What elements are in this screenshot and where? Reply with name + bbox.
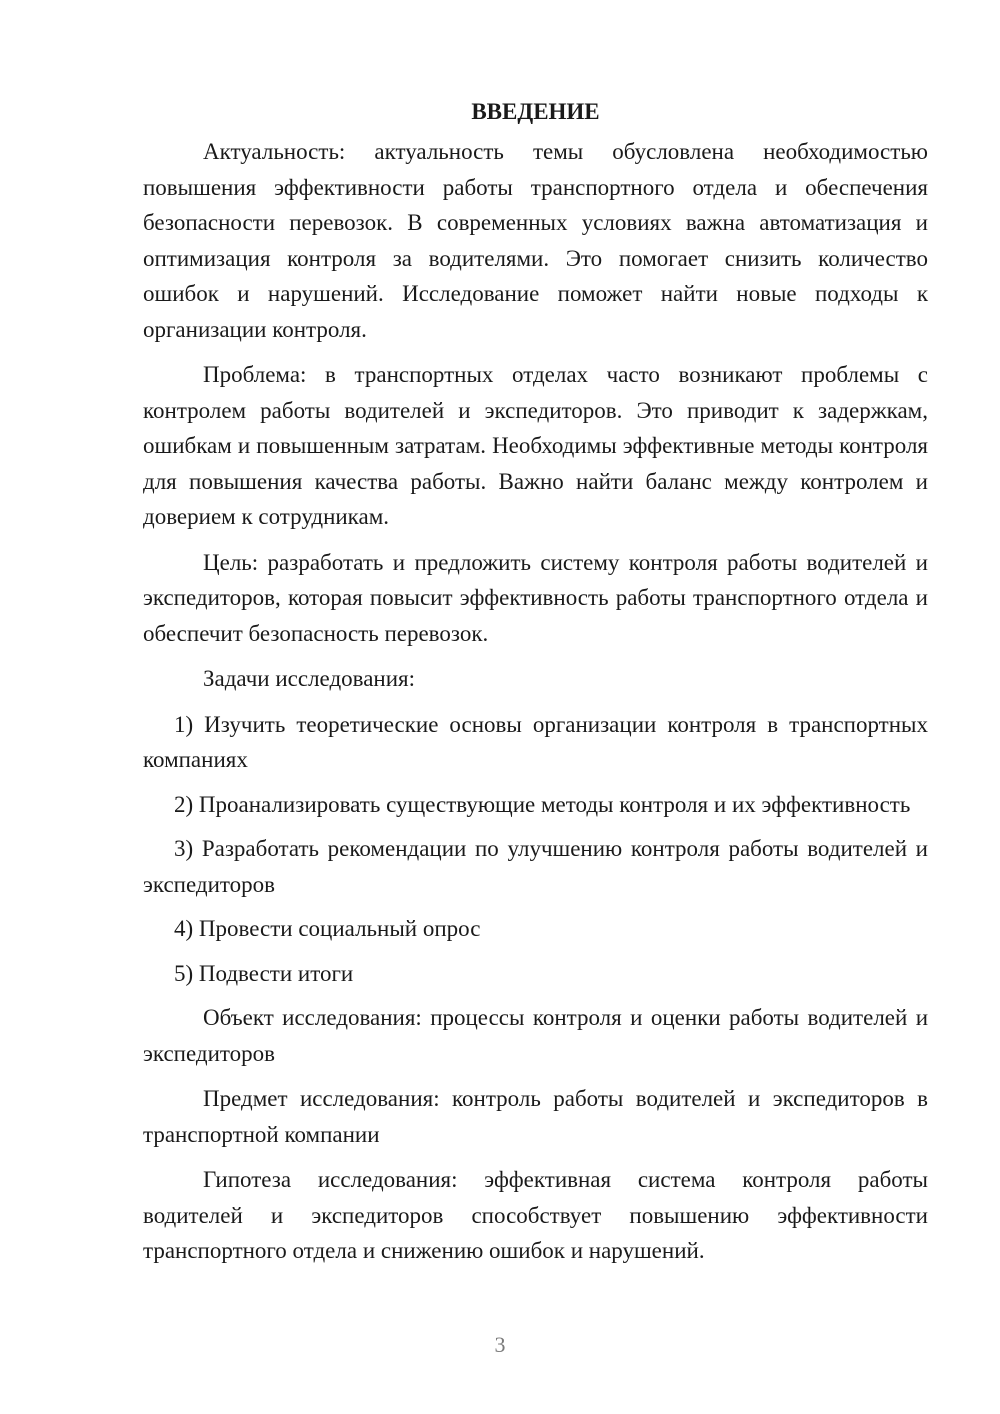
paragraph-subject: Предмет исследования: контроль работы водителей и экспедиторов в транспортной компании [143,1086,928,1147]
paragraph-problem: Проблема: в транспортных отделах часто возникают проблемы с контролем работы водителей и экспедиторов. Это приводит к задержкам, ошибкам и повышенным затратам. Необходимы эффективные методы контроля для повышения качества работы. Важно найти баланс между контролем и доверием к сотрудникам. [143,362,928,529]
paragraph-relevance: Актуальность: актуальность темы обусловлена необходимостью повышения эффективности работы транспортного отдела и обеспечения безопасности перевозок. В современных условиях важна автоматизация и оптимизация контроля за водителями. Это помогает снизить количество ошибок и нарушений. Исследование поможет найти новые подходы к организации контроля. [143,139,928,342]
tasks-heading: Задачи исследования: [203,666,416,691]
task-item-1: 1) Изучить теоретические основы организации контроля в транспортных компаниях [143,711,928,772]
page-number: 3 [494,1332,506,1357]
task-item-5: 5) Подвести итоги [174,960,354,986]
paragraph-object: Объект исследования: процессы контроля и оценки работы водителей и экспедиторов [143,1005,928,1066]
page-content [143,96,928,1279]
task-item-4: 4) Провести социальный опрос [174,916,481,941]
paragraph-hypothesis: Гипотеза исследования: эффективная система контроля работы водителей и экспедиторов способствует повышению эффективности транспортного отдела и снижению ошибок и нарушений. [143,1167,928,1263]
task-item-3: 3) Разработать рекомендации по улучшению контроля работы водителей и экспедиторов [143,836,928,897]
task-item-2: 2) Проанализировать существующие методы контроля и их эффективность [174,791,911,817]
page-title: ВВЕДЕНИЕ [471,99,600,124]
paragraph-goal: Цель: разработать и предложить систему контроля работы водителей и экспедиторов, которая повысит эффективность работы транспортного отдела и обеспечит безопасность перевозок. [143,549,928,646]
